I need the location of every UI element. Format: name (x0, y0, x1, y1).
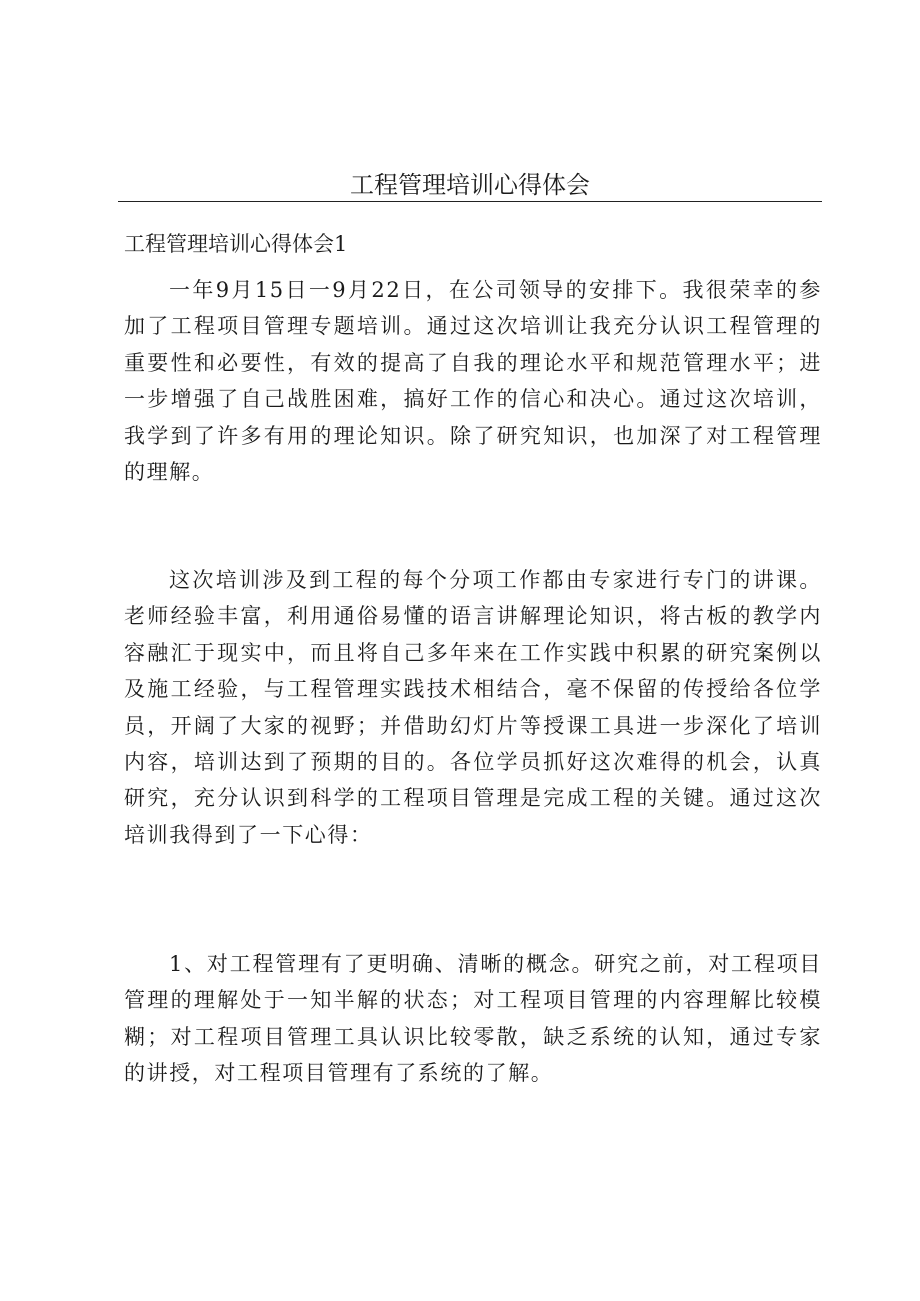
paragraph-3: 1、对工程管理有了更明确、清晰的概念。研究之前，对工程项目管理的理解处于一知半解的状态；对工程项目管理的内容理解比较模糊；对工程项目管理工具认识比较零散，缺乏系统的认知，通过专家的讲授，对工程项目管理有了系统的了解。 (124, 952, 822, 1086)
paragraph-2: 这次培训涉及到工程的每个分项工作都由专家进行专门的讲课。老师经验丰富，利用通俗易懂的语言讲解理论知识，将古板的教学内容融汇于现实中，而且将自己多年来在工作实践中积累的研究案例以及施工经验，与工程管理实践技术相结合，毫不保留的传授给各位学员，开阔了大家的视野；并借助幻灯片等授课工具进一步深化了培训内容，培训达到了预期的目的。各位学员抓好这次难得的机会，认真研究，充分认识到科学的工程项目管理是完成工程的关键。通过这次培训我得到了一下心得： (124, 568, 822, 847)
document-title: 工程管理培训心得体会 (350, 171, 590, 199)
paragraph-1: 一年9月15日一9月22日，在公司领导的安排下。我很荣幸的参加了工程项目管理专题培训。通过这次培训让我充分认识工程管理的重要性和必要性，有效的提高了自我的理论水平和规范管理水平；进一步增强了自己战胜困难，搞好工作的信心和决心。通过这次培训，我学到了许多有用的理论知识。除了研究知识，也加深了对工程管理的理解。 (124, 278, 822, 485)
section-heading: 工程管理培训心得体会1 (124, 232, 348, 256)
title-underline (118, 201, 822, 202)
